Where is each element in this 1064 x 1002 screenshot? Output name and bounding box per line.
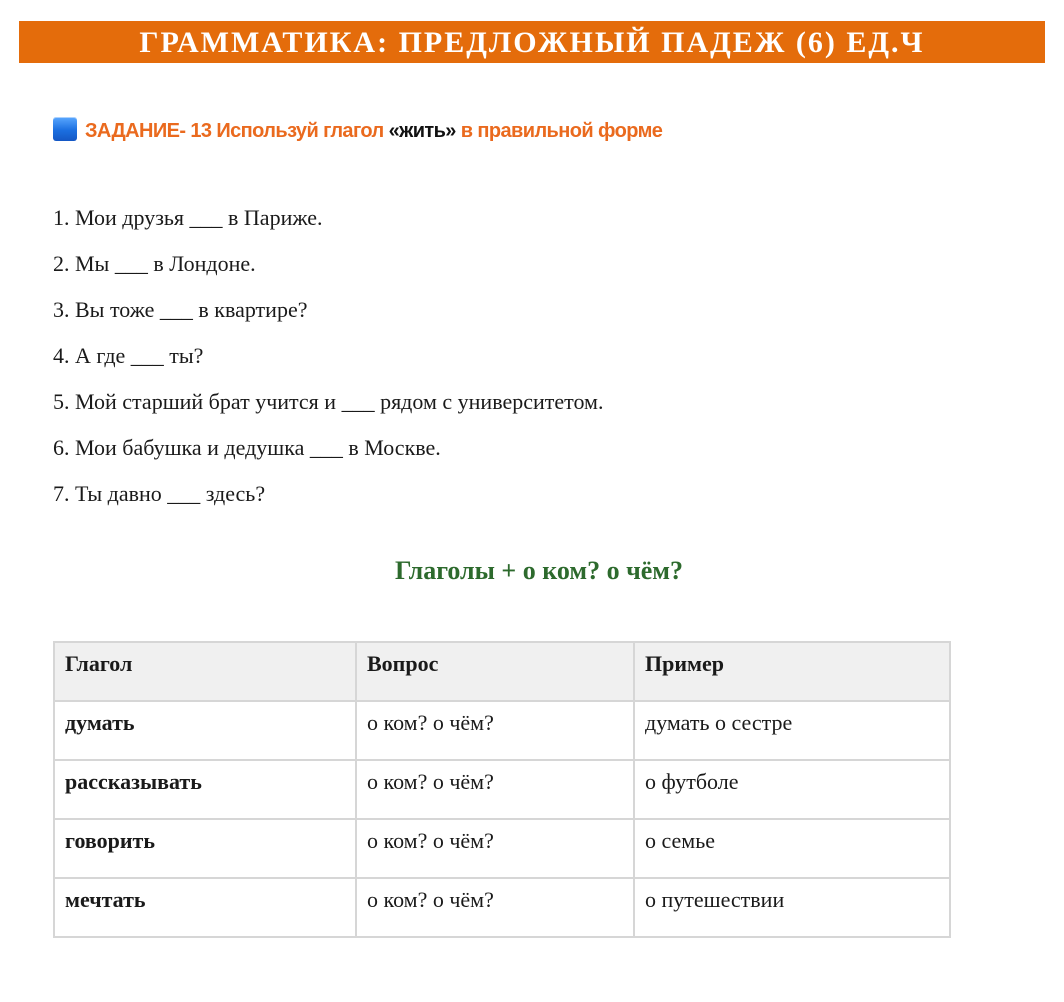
table-header-row xyxy=(54,642,950,701)
section-subtitle: Глаголы + о ком? о чём? xyxy=(395,556,683,585)
cell-verb: говорить xyxy=(54,819,356,878)
cell-question: о ком? о чём? xyxy=(356,760,634,819)
header-question: Вопрос xyxy=(356,642,634,701)
table-row xyxy=(54,819,950,878)
exercise-list xyxy=(53,195,603,517)
exercise-item: 7. Ты давно ___ здесь? xyxy=(53,481,266,506)
exercise-item: 5. Мой старший брат учится и ___ рядом с университетом. xyxy=(53,389,604,414)
table-row xyxy=(54,878,950,937)
cell-example: думать о сестре xyxy=(634,701,950,760)
header-example: Пример xyxy=(634,642,950,701)
page-title: ГРАММАТИКА: ПРЕДЛОЖНЫЙ ПАДЕЖ (6) ЕД.Ч xyxy=(139,26,925,59)
exercise-item: 1. Мои друзья ___ в Париже. xyxy=(53,205,323,230)
cell-question: о ком? о чём? xyxy=(356,819,634,878)
table-row xyxy=(54,701,950,760)
cell-example: о футболе xyxy=(634,760,950,819)
task-label: ЗАДАНИЕ- 13 Используй глагол xyxy=(85,119,389,142)
cell-example: о путешествии xyxy=(634,878,950,937)
cell-verb: думать xyxy=(54,701,356,760)
cell-question: о ком? о чём? xyxy=(356,878,634,937)
cell-verb: мечтать xyxy=(54,878,356,937)
exercise-item: 4. А где ___ ты? xyxy=(53,343,204,368)
exercise-item: 6. Мои бабушка и дедушка ___ в Москве. xyxy=(53,435,441,460)
task-instruction: в правильной форме xyxy=(455,119,663,142)
table-row xyxy=(54,760,950,819)
title-banner xyxy=(19,21,1045,63)
cell-verb: рассказывать xyxy=(54,760,356,819)
verbs-table xyxy=(53,641,951,938)
exercise-item: 2. Мы ___ в Лондоне. xyxy=(53,251,256,276)
task-verb: «жить» xyxy=(388,119,456,142)
exercise-item: 3. Вы тоже ___ в квартире? xyxy=(53,297,308,322)
header-verb: Глагол xyxy=(54,642,356,701)
task-text xyxy=(85,120,662,143)
cell-question: о ком? о чём? xyxy=(356,701,634,760)
blue-square-icon xyxy=(53,117,77,141)
task-heading xyxy=(53,116,662,146)
cell-example: о семье xyxy=(634,819,950,878)
